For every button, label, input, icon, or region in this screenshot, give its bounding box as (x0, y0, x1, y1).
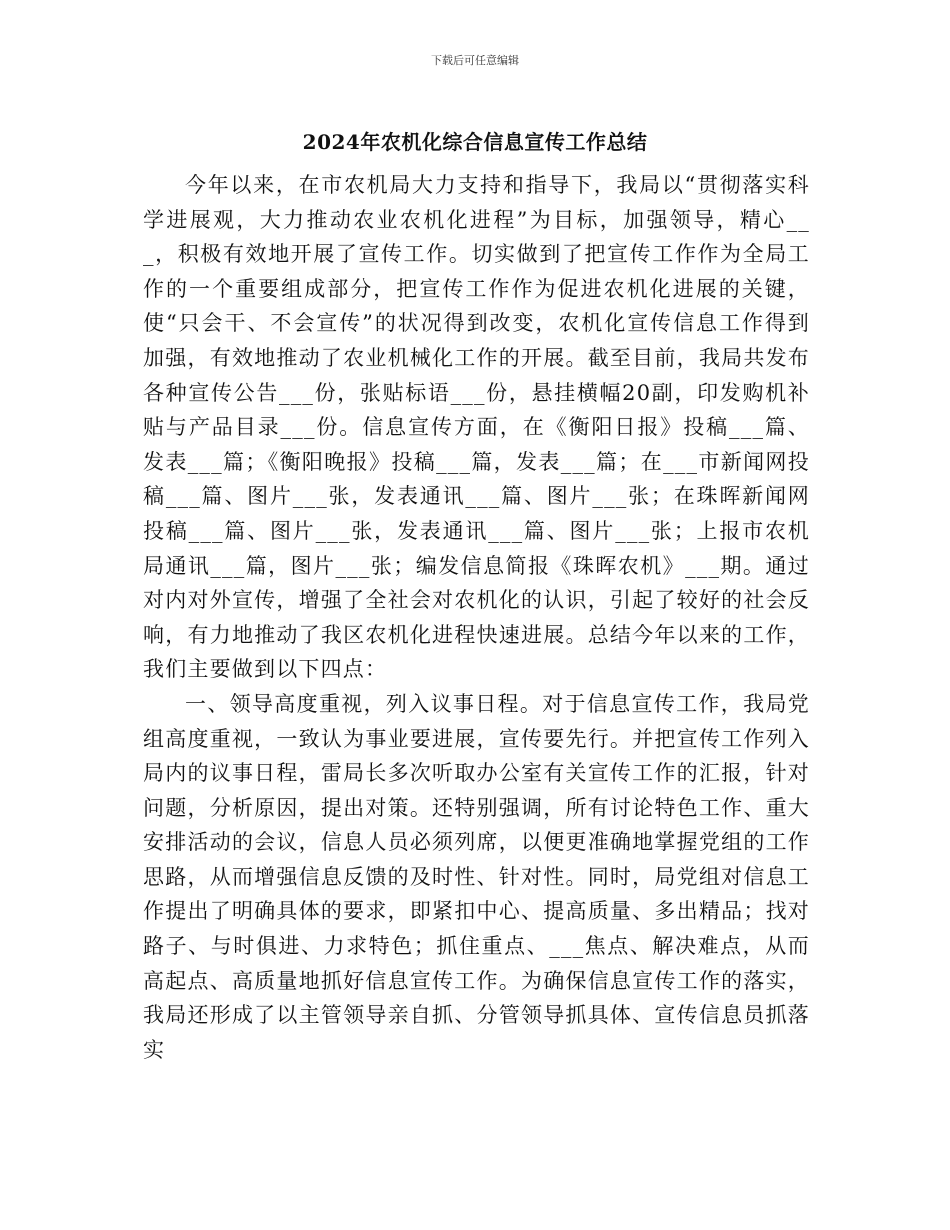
page-header-note: 下载后可任意编辑 (431, 54, 519, 67)
document-body (143, 168, 810, 1067)
body-paragraph-intro: 今年以来，在市农机局大力支持和指导下，我局以“贯彻落实科学进展观，大力推动农业农机化进程”为目标，加强领导，精心___，积极有效地开展了宣传工作。切实做到了把宣传工作作为全局工作的一个重要组成部分，把宣传工作作为促进农机化进展的关键，使“只会干、不会宣传”的状况得到改变，农机化宣传信息工作得到加强，有效地推动了农业机械化工作的开展。截至目前，我局共发布各种宣传公告___份，张贴标语___份，悬挂横幅20副，印发购机补贴与产品目录___份。信息宣传方面，在《衡阳日报》投稿___篇、发表___篇；《衡阳晚报》投稿___篇，发表___篇；在___市新闻网投稿___篇、图片___张，发表通讯___篇、图片___张；在珠晖新闻网投稿___篇、图片___张，发表通讯___篇、图片___张；上报市农机局通讯___篇，图片___张；编发信息简报《珠晖农机》___期。通过对内对外宣传，增强了全社会对农机化的认识，引起了较好的社会反响，有力地推动了我区农机化进程快速进展。总结今年以来的工作，我们主要做到以下四点： (143, 173, 810, 682)
document-title: 2024年农机化综合信息宣传工作总结 (302, 130, 648, 154)
body-paragraph-section-one: 一、领导高度重视，列入议事日程。对于信息宣传工作，我局党组高度重视，一致认为事业要进展，宣传要先行。并把宣传工作列入局内的议事日程，雷局长多次听取办公室有关宣传工作的汇报，针对问题，分析原因，提出对策。还特别强调，所有讨论特色工作、重大安排活动的会议，信息人员必须列席，以便更准确地掌握党组的工作思路，从而增强信息反馈的及时性、针对性。同时，局党组对信息工作提出了明确具体的要求，即紧扣中心、提高质量、多出精品；找对路子、与时俱进、力求特色；抓住重点、___焦点、解决难点，从而高起点、高质量地抓好信息宣传工作。为确保信息宣传工作的落实，我局还形成了以主管领导亲自抓、分管领导抓具体、宣传信息员抓落实 (143, 691, 810, 1062)
